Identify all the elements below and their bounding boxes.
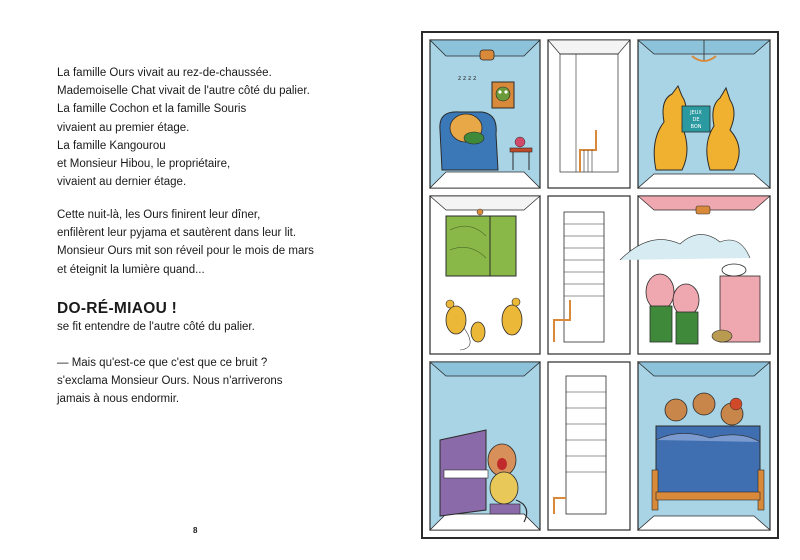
text-line: — Mais qu'est-ce que c'est que ce bruit ? — [57, 357, 268, 369]
ceiling-lamp-icon — [696, 206, 710, 214]
green-door-icon — [446, 216, 490, 276]
stairwell-bottom — [548, 362, 630, 530]
cooking-pot-icon — [722, 264, 746, 276]
bear-icon — [665, 399, 687, 421]
mouse-icon — [502, 305, 522, 335]
paragraph-noise — [57, 318, 255, 336]
text-line: La famille Kangourou — [57, 139, 166, 152]
stairwell-top — [548, 40, 630, 188]
paragraph-dialogue — [57, 354, 283, 409]
mouse-icon — [471, 322, 485, 342]
piano-keys-icon — [444, 470, 488, 478]
page-number: 8 — [193, 526, 198, 535]
text-line: vivaient au premier étage. — [57, 121, 190, 134]
bear-icon — [693, 393, 715, 415]
text-line: Mademoiselle Chat vivait de l'autre côté du palier. — [57, 85, 310, 98]
paragraph-household-intro — [57, 64, 310, 191]
book-text: JEUX — [690, 110, 702, 116]
text-line: s'exclama Monsieur Ours. Nous n'arriverons — [57, 375, 283, 388]
exclamation-heading: DO-RÉ-MIAOU ! — [57, 300, 178, 317]
side-table-icon — [510, 148, 532, 152]
building-cross-section — [420, 30, 780, 540]
text-line: jamais à nous endormir. — [57, 393, 180, 406]
book-text: BON — [690, 124, 702, 130]
text-line: La famille Ours vivait au rez-de-chaussée. — [57, 67, 272, 79]
pig-icon — [673, 284, 699, 316]
text-line: se fit entendre de l'autre côté du palier. — [57, 321, 255, 333]
ceiling-lamp-icon — [480, 50, 494, 60]
room-bears-bed — [638, 362, 770, 530]
text-line: et Monsieur Hibou, le propriétaire, — [57, 158, 231, 171]
building-illustration — [420, 30, 780, 540]
mouse-icon — [446, 306, 466, 334]
text-line: La famille Cochon et la famille Souris — [57, 103, 247, 116]
book-text: DE — [692, 117, 700, 123]
text-line: Cette nuit-là, les Ours finirent leur dîner, — [57, 209, 261, 221]
room-cat-piano — [430, 362, 540, 530]
text-line: Monsieur Ours mit son réveil pour le mois de mars — [57, 245, 314, 258]
text-line: enfilèrent leur pyjama et sautèrent dans leur lit. — [57, 227, 297, 240]
text-line: vivaient au dernier étage. — [57, 176, 187, 189]
piano-stool-icon — [490, 504, 520, 514]
text-line: et éteignit la lumière quand... — [57, 263, 205, 276]
pig-icon — [646, 274, 674, 310]
room-pigs — [620, 196, 770, 354]
ceiling-lamp-icon — [477, 209, 483, 215]
stairwell-middle — [548, 196, 630, 354]
room-mice — [430, 196, 540, 354]
room-cat-sleeping — [430, 40, 540, 188]
room-kangaroos — [638, 40, 770, 188]
paragraph-bedtime — [57, 206, 314, 279]
snore-text: z z z z — [458, 75, 477, 82]
